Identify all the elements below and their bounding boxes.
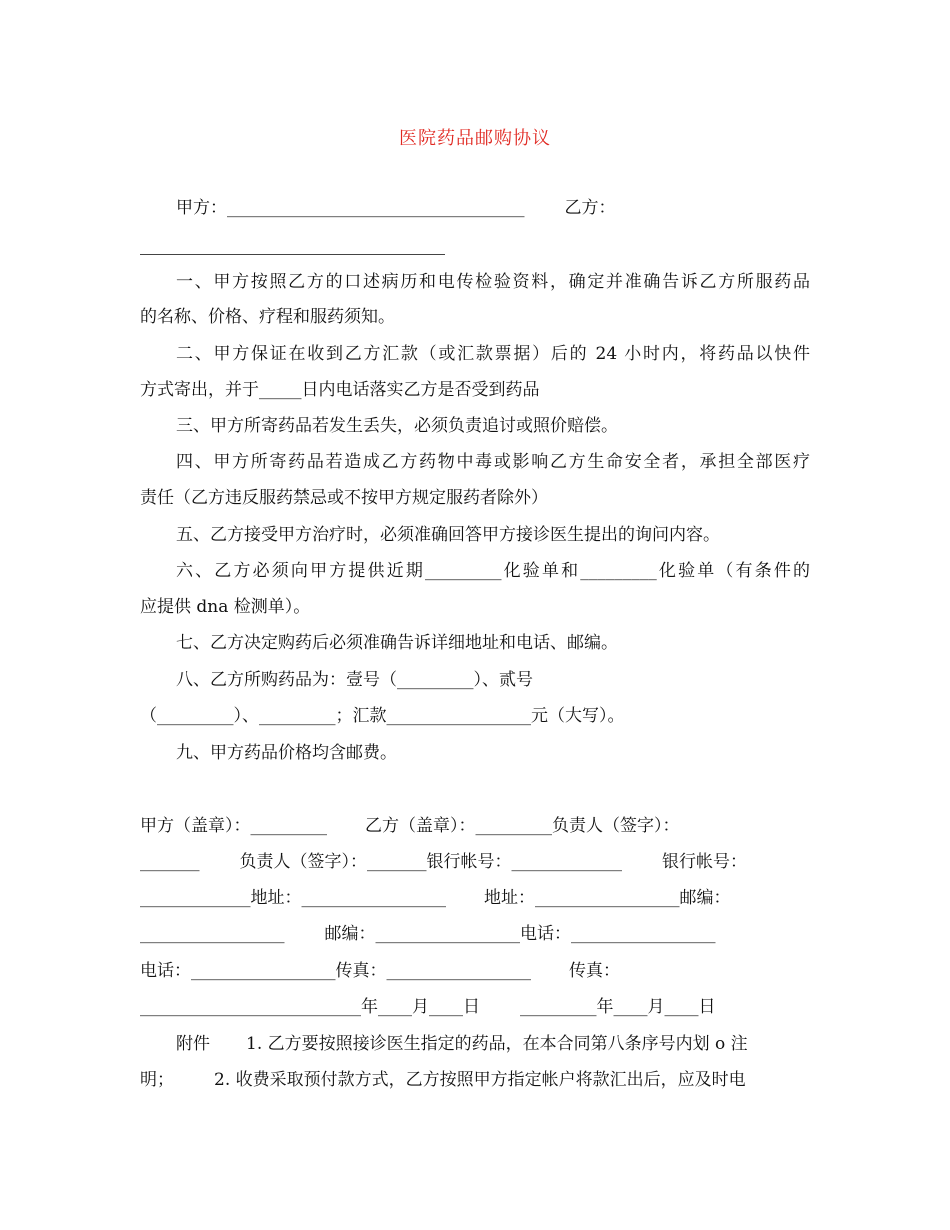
clause-3-line-1: 三、甲方所寄药品若发生丢失，必须负责追讨或照价赔偿。 xyxy=(176,416,618,436)
attachment-item-1-end: 明； xyxy=(140,1070,174,1090)
signature-line-5 xyxy=(140,959,810,983)
clause-9-line-1: 九、甲方药品价格均含邮费。 xyxy=(176,743,397,763)
clause-1-line-2: 的名称、价格、疗程和服药须知。 xyxy=(140,307,395,327)
party-a-date-field: __________________________年____月____日 xyxy=(140,997,480,1017)
attachment-label: 附件 xyxy=(176,1034,210,1054)
phone-fax-field: 电话：_________________传真：_________________ xyxy=(140,961,531,981)
clause-6-line-1: 六、乙方必须向甲方提供近期_________化验单和_________化验单（有条件的 xyxy=(176,561,810,581)
signature-line-1 xyxy=(140,814,810,838)
signature-line-4 xyxy=(140,922,810,946)
address-postcode-field: 地址：_________________邮编： xyxy=(484,888,731,908)
party-b-date-field: _________年____月____日 xyxy=(520,997,716,1017)
party-b-underline xyxy=(140,254,445,255)
party-a-signer-account-field: 负责人（签字）：_______银行帐号：_____________ xyxy=(239,852,622,872)
clause-4-line-1: 四、甲方所寄药品若造成乙方药物中毒或影响乙方生命安全者，承担全部医疗 xyxy=(176,452,810,472)
attachment-line-1 xyxy=(176,1032,810,1056)
party-header-line xyxy=(176,196,810,220)
attachment-line-2 xyxy=(140,1068,810,1092)
signature-blank: _______ xyxy=(140,852,200,872)
clause-8-line-2: （_________）、_________；汇款_________________元（大写）。 xyxy=(140,706,625,726)
party-a-seal-field: 甲方（盖章）：_________ xyxy=(140,816,327,836)
postcode-phone-field: 邮编：_________________电话：_________________ xyxy=(324,924,716,944)
party-b-account-label: 银行帐号： xyxy=(662,852,747,872)
document-title: 医院药品邮购协议 xyxy=(399,128,551,149)
clause-8-line-1: 八、乙方所购药品为：壹号（_________）、贰号 xyxy=(176,670,533,690)
account-address-field: _____________地址：_________________ xyxy=(140,888,446,908)
attachment-item-2: 2. 收费采取预付款方式，乙方按照甲方指定帐户将款汇出后，应及时电 xyxy=(214,1070,746,1090)
clause-2-line-1: 二、甲方保证在收到乙方汇款（或汇款票据）后的 24 小时内，将药品以快件 xyxy=(176,344,810,364)
fax-label: 传真： xyxy=(569,961,620,981)
party-b-label: 乙方： xyxy=(564,198,616,218)
signature-line-6 xyxy=(140,995,810,1019)
postcode-blank: _________________ xyxy=(140,924,285,944)
party-b-seal-field: 乙方（盖章）：_________负责人（签字）： xyxy=(365,816,680,836)
signature-line-2 xyxy=(140,850,810,874)
clause-4-line-2: 责任（乙方违反服药禁忌或不按甲方规定服药者除外） xyxy=(140,488,548,508)
clause-6-line-2: 应提供 dna 检测单）。 xyxy=(140,597,311,617)
clause-7-line-1: 七、乙方决定购药后必须准确告诉详细地址和电话、邮编。 xyxy=(176,633,618,653)
party-a-field: 甲方：___________________________________ xyxy=(176,198,525,218)
signature-line-3 xyxy=(140,886,810,910)
clause-2-line-2: 方式寄出，并于_____日内电话落实乙方是否受到药品 xyxy=(140,380,540,400)
attachment-item-1: 1. 乙方要按照接诊医生指定的药品，在本合同第八条序号内划 o 注 xyxy=(246,1034,748,1054)
clause-5-line-1: 五、乙方接受甲方治疗时，必须准确回答甲方接诊医生提出的询问内容。 xyxy=(176,525,720,545)
clause-1-line-1: 一、甲方按照乙方的口述病历和电传检验资料，确定并准确告诉乙方所服药品 xyxy=(176,272,810,292)
